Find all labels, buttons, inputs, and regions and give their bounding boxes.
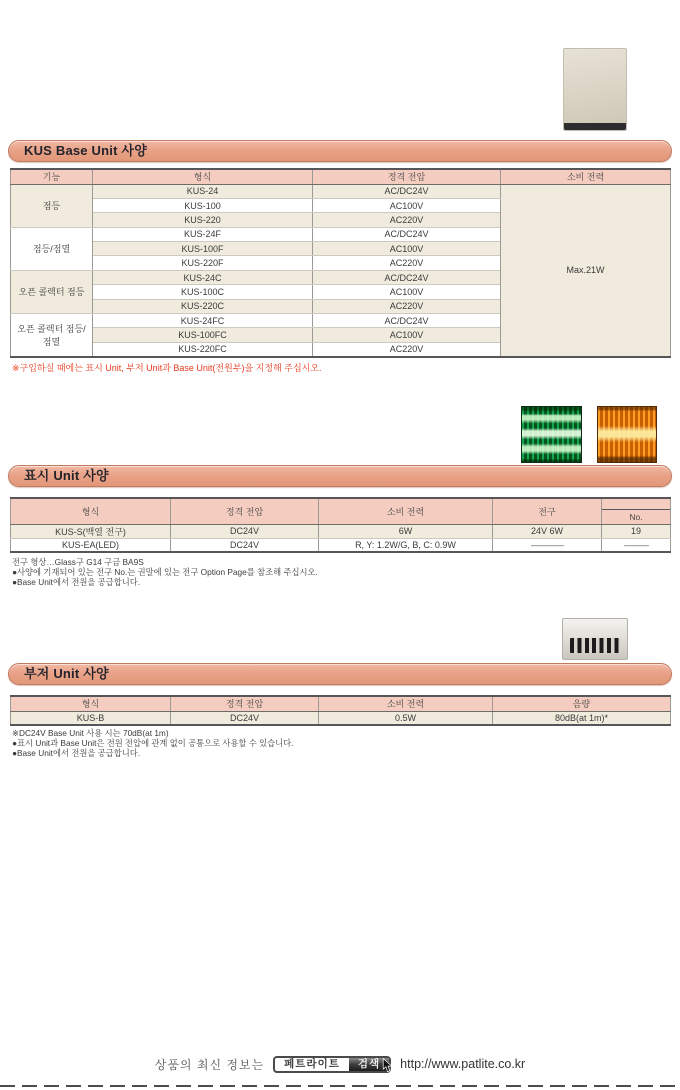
table-row — [11, 711, 671, 725]
page-footer — [0, 1053, 680, 1075]
voltage-cell: AC100V — [313, 242, 501, 256]
voltage-cell: AC220V — [313, 256, 501, 270]
voltage-cell: AC/DC24V — [313, 184, 501, 198]
power-cell: 0.5W — [319, 711, 493, 725]
voltage-cell: AC100V — [313, 328, 501, 342]
bulb-no-cell: ——— — [602, 538, 671, 552]
power-cell: Max.21W — [501, 184, 671, 357]
col-header-voltage: 정격 전압 — [171, 498, 319, 524]
voltage-cell: DC24V — [171, 711, 319, 725]
display-unit-spec-table — [10, 497, 671, 553]
model-cell: KUS-220F — [93, 256, 313, 270]
table-header-row — [11, 169, 671, 184]
buzzer-unit-spec-table — [10, 695, 671, 726]
bulb-cell: 24V 6W — [493, 524, 602, 538]
model-cell: KUS-220 — [93, 213, 313, 227]
model-cell: KUS-220C — [93, 299, 313, 313]
function-cell: 점등/점멸 — [11, 227, 93, 270]
display-unit-green-photo — [521, 406, 582, 463]
function-cell: 오픈 콜렉터 점등 — [11, 270, 93, 313]
function-cell: 점등 — [11, 184, 93, 227]
model-cell: KUS-100F — [93, 242, 313, 256]
model-cell: KUS-100 — [93, 198, 313, 212]
buzzer-grille — [570, 638, 620, 653]
note-line: ※DC24V Base Unit 사용 시는 70dB(at 1m) — [12, 728, 169, 738]
section-title-display-unit: 표시 Unit 사양 — [8, 465, 672, 487]
model-cell: KUS-100C — [93, 285, 313, 299]
note-line: ●Base Unit에서 전원을 공급합니다. — [12, 577, 141, 588]
display-unit-orange-photo — [597, 406, 657, 463]
voltage-cell: AC220V — [313, 342, 501, 356]
note-line: 전구 형상…Glass구 G14 구금 BA9S — [12, 557, 144, 567]
col-header-model: 형식 — [11, 696, 171, 711]
note-line: ●표시 Unit과 Base Unit은 전원 전압에 관계 없이 공통으로 사용할 수 있습니다. — [12, 738, 294, 749]
no-sub-header: No. — [602, 509, 671, 524]
footer-label: 상품의 최신 정보는 — [154, 1057, 265, 1072]
purchase-note: ※구입하실 때에는 표시 Unit, 부저 Unit과 Base Unit(전원부)을 지정해 주십시오. — [12, 363, 322, 373]
model-cell: KUS-100FC — [93, 328, 313, 342]
model-cell: KUS-24F — [93, 227, 313, 241]
voltage-cell: AC/DC24V — [313, 314, 501, 328]
model-cell: KUS-S(백열 전구) — [11, 524, 171, 538]
voltage-cell: DC24V — [171, 524, 319, 538]
section-title-buzzer-unit: 부저 Unit 사양 — [8, 663, 672, 685]
volume-cell: 80dB(at 1m)* — [493, 711, 671, 725]
search-input-value: 페트라이트 — [284, 1057, 340, 1070]
col-header-no — [602, 498, 671, 524]
search-box-graphic — [273, 1056, 391, 1073]
footer-url: http://www.patlite.co.kr — [400, 1057, 526, 1071]
model-cell: KUS-24C — [93, 270, 313, 284]
col-header-voltage: 정격 전압 — [313, 169, 501, 184]
page-cut-line — [0, 1085, 680, 1087]
voltage-cell: AC220V — [313, 299, 501, 313]
voltage-cell: AC/DC24V — [313, 227, 501, 241]
voltage-cell: AC/DC24V — [313, 270, 501, 284]
table-row — [11, 184, 671, 198]
power-cell: 6W — [319, 524, 493, 538]
col-header-power: 소비 전력 — [319, 696, 493, 711]
base-unit-photo-base-strip — [564, 123, 626, 130]
col-header-power: 소비 전력 — [319, 498, 493, 524]
col-header-power: 소비 전력 — [501, 169, 671, 184]
table-header-row — [11, 696, 671, 711]
col-header-bulb: 전구 — [493, 498, 602, 524]
col-header-model: 형식 — [11, 498, 171, 524]
model-cell: KUS-24 — [93, 184, 313, 198]
model-cell: KUS-B — [11, 711, 171, 725]
col-header-function: 기능 — [11, 169, 93, 184]
bulb-no-cell: 19 — [602, 524, 671, 538]
search-button: 검색 — [349, 1058, 389, 1071]
cursor-arrow-icon — [382, 1058, 393, 1078]
voltage-cell: AC220V — [313, 213, 501, 227]
col-header-voltage: 정격 전압 — [171, 696, 319, 711]
note-line: ●사양에 기재되어 있는 전구 No.는 권말에 있는 전구 Option Page를 참조해 주십시오. — [12, 567, 318, 578]
section-title-base-unit: KUS Base Unit 사양 — [8, 140, 672, 162]
buzzer-unit-photo — [562, 618, 628, 660]
note-line: ●Base Unit에서 전원을 공급합니다. — [12, 748, 141, 759]
display-unit-notes — [12, 557, 318, 588]
buzzer-unit-notes — [12, 728, 293, 759]
model-cell: KUS-220FC — [93, 342, 313, 356]
model-cell: KUS-24FC — [93, 314, 313, 328]
function-cell: 오픈 콜렉터 점등/점멸 — [11, 314, 93, 357]
voltage-cell: AC100V — [313, 285, 501, 299]
power-cell: R, Y: 1.2W/G, B, C: 0.9W — [319, 538, 493, 552]
table-row — [11, 524, 671, 538]
table-row — [11, 538, 671, 552]
col-header-volume: 음량 — [493, 696, 671, 711]
model-cell: KUS-EA(LED) — [11, 538, 171, 552]
base-unit-photo — [563, 48, 627, 131]
table-header-row — [11, 498, 671, 524]
base-unit-spec-table — [10, 168, 671, 358]
col-header-model: 형식 — [93, 169, 313, 184]
voltage-cell: DC24V — [171, 538, 319, 552]
voltage-cell: AC100V — [313, 198, 501, 212]
bulb-cell: ———— — [493, 538, 602, 552]
